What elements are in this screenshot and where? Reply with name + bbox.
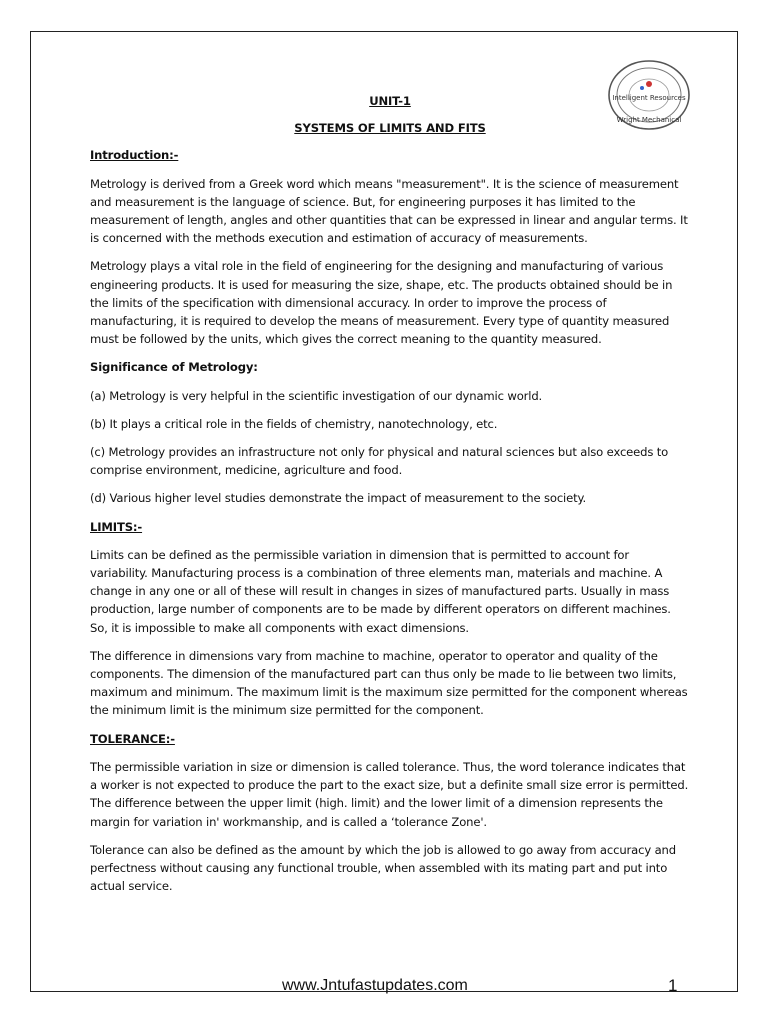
- significance-item-d: (d) Various higher level studies demonstrate the impact of measurement to the society.: [90, 491, 587, 506]
- significance-heading: Significance of Metrology:: [90, 360, 258, 375]
- svg-text:Intelligent Resources: Intelligent Resources: [612, 94, 686, 102]
- unit-title: UNIT-1: [369, 94, 411, 108]
- tolerance-heading: TOLERANCE:-: [90, 731, 175, 746]
- document-body: [90, 92, 690, 905]
- significance-item-b: (b) It plays a critical role in the fields of chemistry, nanotechnology, etc.: [90, 416, 498, 431]
- intro-paragraph-1: Metrology is derived from a Greek word which means "measurement". It is the science of measurement and measurement is the language of science. But, for engineering purposes it has limited to the measurement of length, angles and other quantities that can be expressed in linear and angular terms. It is concerned with the methods execution and estimation of accuracy of measurements.: [90, 176, 688, 246]
- significance-item-a: (a) Metrology is very helpful in the scientific investigation of our dynamic world.: [90, 388, 543, 403]
- limits-heading: LIMITS:-: [90, 519, 143, 534]
- svg-text:Wright Mechanical: Wright Mechanical: [616, 116, 682, 124]
- tolerance-paragraph-2: Tolerance can also be defined as the amount by which the job is allowed to go away from accuracy and perfectness without causing any functional trouble, when assembled with its mating part and put into actual service.: [90, 842, 676, 894]
- limits-paragraph-1: Limits can be defined as the permissible variation in dimension that is permitted to account for variability. Manufacturing process is a combination of three elements man, materials and machine. A change in any one or all of these will result in changes in sizes of manufactured parts. Usually in mass production, large number of components are to be made by different operators on different machines. So, it is impossible to make all components with exact dimensions.: [90, 547, 671, 635]
- document-title: SYSTEMS OF LIMITS AND FITS: [294, 121, 486, 136]
- intro-paragraph-2: Metrology plays a vital role in the field of engineering for the designing and manufacturing of various engineering products. It is used for measuring the size, shape, etc. The products obtained should be in the limits of the specification with dimensional accuracy. In order to improve the process of manufacturing, it is required to develop the means of measurement. Every type of quantity measured must be followed by the units, which gives the correct meaning to the quantity measured.: [90, 259, 673, 347]
- tolerance-paragraph-1: The permissible variation in size or dimension is called tolerance. Thus, the word tolerance indicates that a worker is not expected to produce the part to the exact size, but a definite small size error is permitted. The difference between the upper limit (high. limit) and the lower limit of a dimension represents the margin for variation in' workmanship, and is called a ‘tolerance Zone'.: [90, 759, 689, 829]
- significance-item-c: (c) Metrology provides an infrastructure not only for physical and natural sciences but also exceeds to comprise environment, medicine, agriculture and food.: [90, 445, 669, 478]
- footer-url: www.Jntufastupdates.com: [282, 977, 468, 994]
- page-number: 1: [668, 976, 678, 995]
- intro-heading: Introduction:-: [90, 148, 179, 163]
- limits-paragraph-2: The difference in dimensions vary from machine to machine, operator to operator and quality of the components. The dimension of the manufactured part can thus only be made to lie between two limits, maximum and minimum. The maximum limit is the maximum size permitted for the component whereas the minimum limit is the minimum size permitted for the component.: [90, 648, 688, 718]
